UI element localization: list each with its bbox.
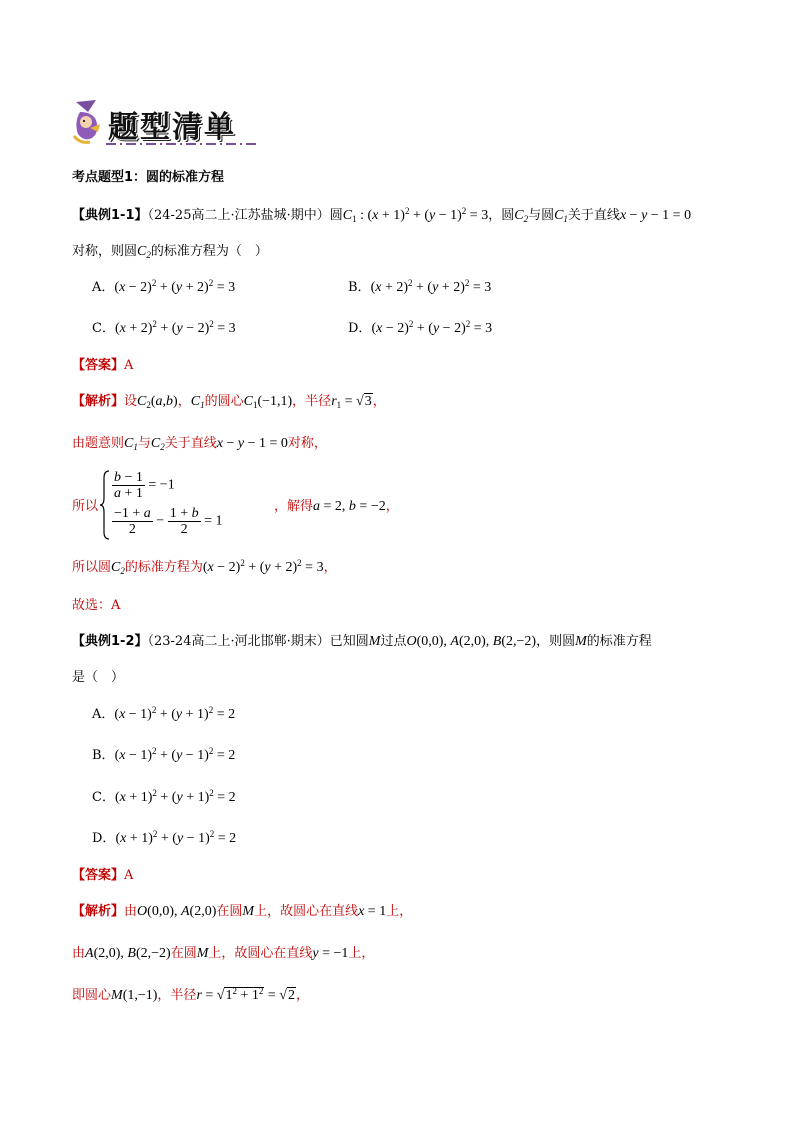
header-banner <box>70 98 240 148</box>
example1-option-d[interactable] <box>348 317 492 337</box>
option-c-eq: $(x + 2)^2 + (y - 2)^2 = 3$ <box>114 319 236 336</box>
ex2-analysis-2c: 上，故圆心在直线 <box>208 946 313 961</box>
option-d-eq: $(x - 2)^2 + (y - 2)^2 = 3$ <box>371 319 493 336</box>
ex2-center: M(1,−1) <box>111 988 158 1003</box>
ex2-points-oa: O(0,0), A(2,0) <box>137 904 217 919</box>
ex2-m-b: M <box>196 946 209 961</box>
option-a-eq: $(x - 2)^2 + (y + 2)^2 = 3$ <box>114 278 236 295</box>
system-solution: a = 2, b = −2 <box>313 499 386 514</box>
example1-analysis-line4: 所以圆$C_2$的标准方程为$(x - 2)^2 + (y + 2)^2 = 3$， <box>72 558 337 576</box>
analysis-c1: $C_1$ <box>190 394 205 410</box>
example2-option-a[interactable] <box>92 703 235 723</box>
ex2-analysis-1c: 上，故圆心在直线 <box>254 904 359 919</box>
example2-stem-c: ，则圆 <box>536 634 576 649</box>
analysis-1c: ，半径 <box>292 394 332 409</box>
example2-answer <box>72 864 133 883</box>
example2-option-b[interactable] <box>92 744 235 764</box>
answer-value: A <box>124 358 134 373</box>
analysis-c1-center: $C_1(-1,1)$ <box>243 394 293 410</box>
ex2-option-a-eq: $(x - 1)^2 + (y + 1)^2 = 2$ <box>114 705 236 722</box>
option-b-eq: $(x + 2)^2 + (y + 2)^2 = 3$ <box>370 278 492 295</box>
wizard-mascot-icon <box>70 98 110 146</box>
analysis-2c: 关于直线 <box>164 436 217 451</box>
analysis-radius: $r_1 = √3$ <box>331 394 372 410</box>
ex2-analysis-label: 【解析】 <box>72 904 125 919</box>
analysis-3b: ，解得 <box>274 499 314 514</box>
ex2-radius: $r = √1^2 + 1^2 = √2$ <box>196 986 295 1003</box>
example1-tag: 【典例1-1】 <box>72 208 148 223</box>
ex2-answer-label: 【答案】 <box>72 868 125 883</box>
analysis-4b: 的标准方程为 <box>124 560 203 575</box>
example2-tag: 【典例1-2】 <box>72 634 148 649</box>
example1-conclusion <box>72 594 120 613</box>
system-eq1: $\frac{b - 1}{a + 1}$ = −1 <box>114 470 175 501</box>
example1-option-b[interactable] <box>348 276 491 296</box>
example1-stem-c: 与圆 <box>528 208 555 223</box>
analysis-c2-ab: $C_2(a,b)$ <box>137 394 178 410</box>
analysis-2b: 与 <box>137 436 151 451</box>
example1-option-a[interactable] <box>92 276 235 296</box>
ex2-option-d-label: D． <box>92 831 116 846</box>
ex2-analysis-3b: ，半径 <box>157 988 197 1003</box>
analysis2-c1: $C_1$ <box>124 436 138 452</box>
title-underline-decoration <box>106 140 256 148</box>
example2-m: M <box>368 634 381 649</box>
ex2-points-ab: A(2,0), B(2,−2) <box>85 946 171 961</box>
example1-analysis-line2 <box>72 432 327 452</box>
example1-stem-d: 关于直线 <box>567 208 620 223</box>
analysis-2d: 对称， <box>287 436 327 451</box>
analysis2-line: x − y − 1 = 0 <box>216 436 288 451</box>
ex2-option-c-label: C． <box>92 790 115 805</box>
ex2-option-b-label: B． <box>92 748 115 763</box>
example1-analysis-line1: 【解析】设$C_2(a,b)$，$C_1$的圆心$C_1(-1,1)$，半径$r_1 = √3$， <box>72 394 386 410</box>
ex2-answer-value: A <box>124 868 134 883</box>
example1-stem-a: 圆 <box>329 208 343 223</box>
ex2-option-b-eq: $(x - 1)^2 + (y - 1)^2 = 2$ <box>114 746 236 763</box>
example2-analysis-line2 <box>72 942 374 962</box>
ex2-analysis-2a: 由 <box>72 946 86 961</box>
example1-stem-line2b: 的标准方程为（ ） <box>150 244 268 259</box>
analysis-4a: 所以圆 <box>72 560 112 575</box>
analysis-1b: 的圆心 <box>204 394 244 409</box>
ex2-option-a-label: A． <box>92 707 115 722</box>
analysis2-c2: $C_2$ <box>150 436 165 452</box>
example2-stem-line1 <box>72 630 652 650</box>
system-eq2: $\frac{-1 + a}{2}$ − $\frac{1 + b}{2}$ = 1 <box>114 506 223 537</box>
example1-answer <box>72 354 133 373</box>
ex2-m-a: M <box>242 904 255 919</box>
example1-line-eq: x − y − 1 = 0 <box>619 208 692 223</box>
option-d-label: D． <box>348 321 372 336</box>
example2-analysis-line3: 即圆心M(1,−1)，半径$r = √1^2 + 1^2 = √2$， <box>72 986 309 1003</box>
example2-option-d[interactable] <box>92 827 236 847</box>
ex2-line-y: y = −1 <box>312 946 349 961</box>
example2-stem-b: 过点 <box>380 634 407 649</box>
section-title: 考点题型1：圆的标准方程 <box>72 170 225 185</box>
system-brace <box>100 470 110 540</box>
example2-stem-line2: 是（ ） <box>72 670 125 685</box>
example2-points: O(0,0), A(2,0), B(2,−2) <box>406 634 537 649</box>
example2-m2: M <box>575 634 587 649</box>
option-b-label: B． <box>348 280 371 295</box>
conclusion-answer: A <box>111 598 121 613</box>
option-a-label: A． <box>92 280 115 295</box>
analysis-3a: 所以 <box>72 499 99 514</box>
ex2-analysis-1a: 由 <box>124 904 138 919</box>
example1-circle-c1-eq: $C_1$ : $(x + 1)^2 + (y - 1)^2 = 3$ <box>342 206 489 224</box>
analysis-1a: 设 <box>124 394 138 409</box>
page-title: 题型清单 <box>108 110 236 145</box>
ex2-option-c-eq: $(x + 1)^2 + (y + 1)^2 = 2$ <box>114 788 236 805</box>
ex2-analysis-2b: 在圆 <box>170 946 197 961</box>
example1-stem-line1 <box>72 204 691 224</box>
example2-source: （23-24高二上·河北邯郸·期末） <box>147 634 330 649</box>
example2-stem-d: 的标准方程 <box>586 634 652 649</box>
ex2-line-x: x = 1 <box>358 904 387 919</box>
ex2-analysis-3a: 即圆心 <box>72 988 112 1003</box>
example1-stem-line2 <box>72 240 268 260</box>
example2-analysis-line1 <box>72 900 412 920</box>
ex2-option-d-eq: $(x + 1)^2 + (y - 1)^2 = 2$ <box>115 829 237 846</box>
example2-stem-a: 已知圆 <box>329 634 369 649</box>
answer-label: 【答案】 <box>72 358 125 373</box>
example1-source: （24-25高二上·江苏盐城·期中） <box>147 208 330 223</box>
analysis4-c2: $C_2$ <box>111 560 125 576</box>
analysis-label: 【解析】 <box>72 394 125 409</box>
example1-c1: $C_1$ <box>554 208 568 224</box>
example1-c2b: $C_2$ <box>137 244 151 260</box>
option-c-label: C． <box>92 321 115 336</box>
analysis4-eq: $(x - 2)^2 + (y + 2)^2 = 3$ <box>202 558 324 575</box>
example1-c2: $C_2$ <box>514 208 529 224</box>
ex2-analysis-1b: 在圆 <box>216 904 243 919</box>
example1-option-c[interactable] <box>92 317 236 337</box>
analysis-2a: 由题意则 <box>72 436 125 451</box>
example1-stem-line2a: 对称，则圆 <box>72 244 138 259</box>
ex2-analysis-1d: 上， <box>386 904 413 919</box>
example1-stem-b: ，圆 <box>488 208 515 223</box>
conclusion-label: 故选： <box>72 598 112 613</box>
ex2-analysis-2d: 上， <box>348 946 375 961</box>
example2-option-c[interactable] <box>92 786 236 806</box>
